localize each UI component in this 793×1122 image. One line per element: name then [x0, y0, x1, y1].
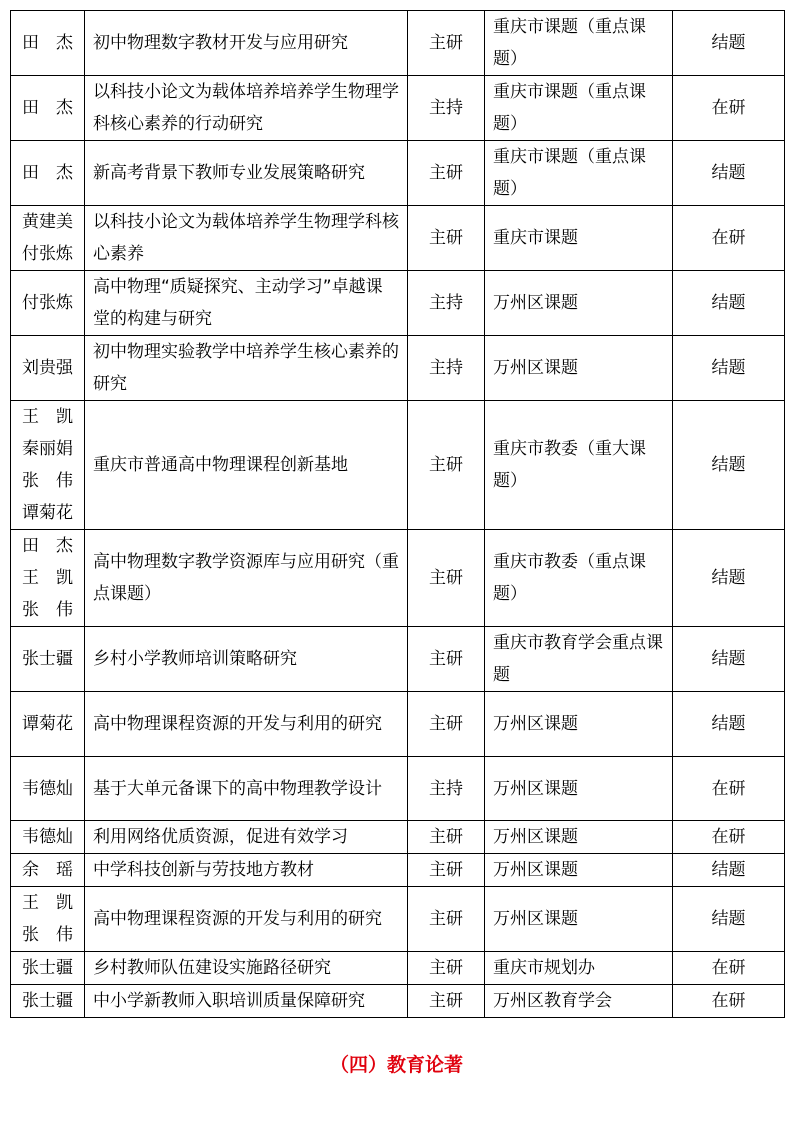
role-cell: 主研 [408, 985, 485, 1018]
table-row [11, 821, 785, 854]
researcher-name: 谭菊花 [22, 503, 73, 523]
researcher-name: 田 杰 [22, 163, 73, 183]
table-row [11, 887, 785, 952]
project-level-cell: 万州区教育学会 [485, 985, 673, 1018]
table-row [11, 206, 785, 271]
researcher-name: 张 伟 [22, 600, 73, 620]
researcher-names-cell [11, 271, 85, 336]
table-row [11, 985, 785, 1018]
researcher-names-cell [11, 141, 85, 206]
project-title-cell: 中学科技创新与劳技地方教材 [85, 854, 408, 887]
project-level-cell: 重庆市课题（重点课题） [485, 11, 673, 76]
researcher-names-cell [11, 336, 85, 401]
table-row [11, 757, 785, 821]
researcher-name: 王 凯 [22, 407, 73, 427]
status-cell: 在研 [673, 821, 785, 854]
project-title-cell: 初中物理实验教学中培养学生核心素养的研究 [85, 336, 408, 401]
table-row [11, 952, 785, 985]
researcher-name: 秦丽娟 [22, 439, 73, 459]
status-cell: 结题 [673, 692, 785, 757]
role-cell: 主研 [408, 206, 485, 271]
role-cell: 主研 [408, 11, 485, 76]
role-cell: 主持 [408, 271, 485, 336]
status-cell: 结题 [673, 854, 785, 887]
researcher-name: 余 瑶 [22, 860, 73, 880]
researcher-name: 付张炼 [22, 293, 73, 313]
researcher-names-cell [11, 76, 85, 141]
project-level-cell: 万州区课题 [485, 854, 673, 887]
status-cell: 在研 [673, 757, 785, 821]
table-row [11, 530, 785, 627]
status-cell: 结题 [673, 141, 785, 206]
status-cell: 在研 [673, 76, 785, 141]
project-title-cell: 高中物理“质疑探究、主动学习”卓越课堂的构建与研究 [85, 271, 408, 336]
table-row [11, 627, 785, 692]
researcher-names-cell [11, 627, 85, 692]
project-title-cell: 新高考背景下教师专业发展策略研究 [85, 141, 408, 206]
researcher-names-cell [11, 887, 85, 952]
project-level-cell: 重庆市课题 [485, 206, 673, 271]
project-level-cell: 万州区课题 [485, 692, 673, 757]
researcher-names-cell [11, 692, 85, 757]
table-row [11, 141, 785, 206]
project-level-cell: 重庆市规划办 [485, 952, 673, 985]
role-cell: 主研 [408, 141, 485, 206]
status-cell: 结题 [673, 336, 785, 401]
role-cell: 主研 [408, 692, 485, 757]
project-title-cell: 重庆市普通高中物理课程创新基地 [85, 401, 408, 530]
project-level-cell: 重庆市课题（重点课题） [485, 76, 673, 141]
role-cell: 主研 [408, 821, 485, 854]
role-cell: 主研 [408, 401, 485, 530]
project-title-cell: 高中物理课程资源的开发与利用的研究 [85, 887, 408, 952]
researcher-names-cell [11, 854, 85, 887]
researcher-name: 张 伟 [22, 925, 73, 945]
status-cell: 结题 [673, 271, 785, 336]
project-title-cell: 中小学新教师入职培训质量保障研究 [85, 985, 408, 1018]
project-level-cell: 万州区课题 [485, 271, 673, 336]
project-title-cell: 以科技小论文为载体培养培养学生物理学科核心素养的行动研究 [85, 76, 408, 141]
table-row [11, 401, 785, 530]
table-row [11, 854, 785, 887]
researcher-name: 刘贵强 [22, 358, 73, 378]
table-row [11, 271, 785, 336]
researcher-name: 韦德灿 [22, 827, 73, 847]
project-level-cell: 万州区课题 [485, 821, 673, 854]
section-heading: （四）教育论著 [329, 1054, 463, 1076]
researcher-name: 王 凯 [22, 568, 73, 588]
role-cell: 主研 [408, 627, 485, 692]
status-cell: 结题 [673, 530, 785, 627]
table-body [11, 11, 785, 1018]
researcher-names-cell [11, 11, 85, 76]
researcher-name: 张士疆 [22, 991, 73, 1011]
researcher-name: 付张炼 [22, 244, 73, 264]
researcher-name: 黄建美 [22, 212, 73, 232]
project-level-cell: 重庆市教委（重大课题） [485, 401, 673, 530]
project-title-cell: 利用网络优质资源，促进有效学习 [85, 821, 408, 854]
researcher-name: 韦德灿 [22, 778, 73, 799]
project-title-cell: 高中物理课程资源的开发与利用的研究 [85, 692, 408, 757]
researcher-names-cell [11, 985, 85, 1018]
researcher-name: 田 杰 [22, 33, 73, 53]
researcher-name: 张士疆 [22, 649, 73, 669]
status-cell: 在研 [673, 206, 785, 271]
status-cell: 结题 [673, 627, 785, 692]
role-cell: 主研 [408, 854, 485, 887]
project-title-cell: 乡村小学教师培训策略研究 [85, 627, 408, 692]
researcher-names-cell [11, 952, 85, 985]
project-level-cell: 万州区课题 [485, 757, 673, 821]
table-row [11, 692, 785, 757]
project-title-cell: 基于大单元备课下的高中物理教学设计 [85, 757, 408, 821]
researcher-name: 张 伟 [22, 471, 73, 491]
project-title-cell: 以科技小论文为载体培养学生物理学科核心素养 [85, 206, 408, 271]
role-cell: 主持 [408, 76, 485, 141]
project-title-cell: 初中物理数字教材开发与应用研究 [85, 11, 408, 76]
table-row [11, 336, 785, 401]
researcher-names-cell [11, 401, 85, 530]
role-cell: 主研 [408, 530, 485, 627]
researcher-name: 张士疆 [22, 958, 73, 978]
researcher-names-cell [11, 530, 85, 627]
researcher-names-cell [11, 757, 85, 821]
project-level-cell: 重庆市教委（重点课题） [485, 530, 673, 627]
researcher-name: 谭菊花 [22, 714, 73, 734]
researcher-name: 田 杰 [22, 536, 73, 556]
role-cell: 主持 [408, 336, 485, 401]
project-level-cell: 重庆市课题（重点课题） [485, 141, 673, 206]
project-level-cell: 万州区课题 [485, 336, 673, 401]
status-cell: 在研 [673, 952, 785, 985]
status-cell: 结题 [673, 11, 785, 76]
researcher-name: 王 凯 [22, 893, 73, 913]
status-cell: 结题 [673, 887, 785, 952]
table-row [11, 11, 785, 76]
project-level-cell: 万州区课题 [485, 887, 673, 952]
status-cell: 在研 [673, 985, 785, 1018]
table-row [11, 76, 785, 141]
researcher-name: 田 杰 [22, 98, 73, 118]
project-title-cell: 乡村教师队伍建设实施路径研究 [85, 952, 408, 985]
role-cell: 主持 [408, 757, 485, 821]
project-title-cell: 高中物理数字教学资源库与应用研究（重点课题） [85, 530, 408, 627]
researcher-names-cell [11, 206, 85, 271]
role-cell: 主研 [408, 952, 485, 985]
research-projects-table [10, 10, 785, 1018]
project-level-cell: 重庆市教育学会重点课题 [485, 627, 673, 692]
researcher-names-cell [11, 821, 85, 854]
status-cell: 结题 [673, 401, 785, 530]
role-cell: 主研 [408, 887, 485, 952]
